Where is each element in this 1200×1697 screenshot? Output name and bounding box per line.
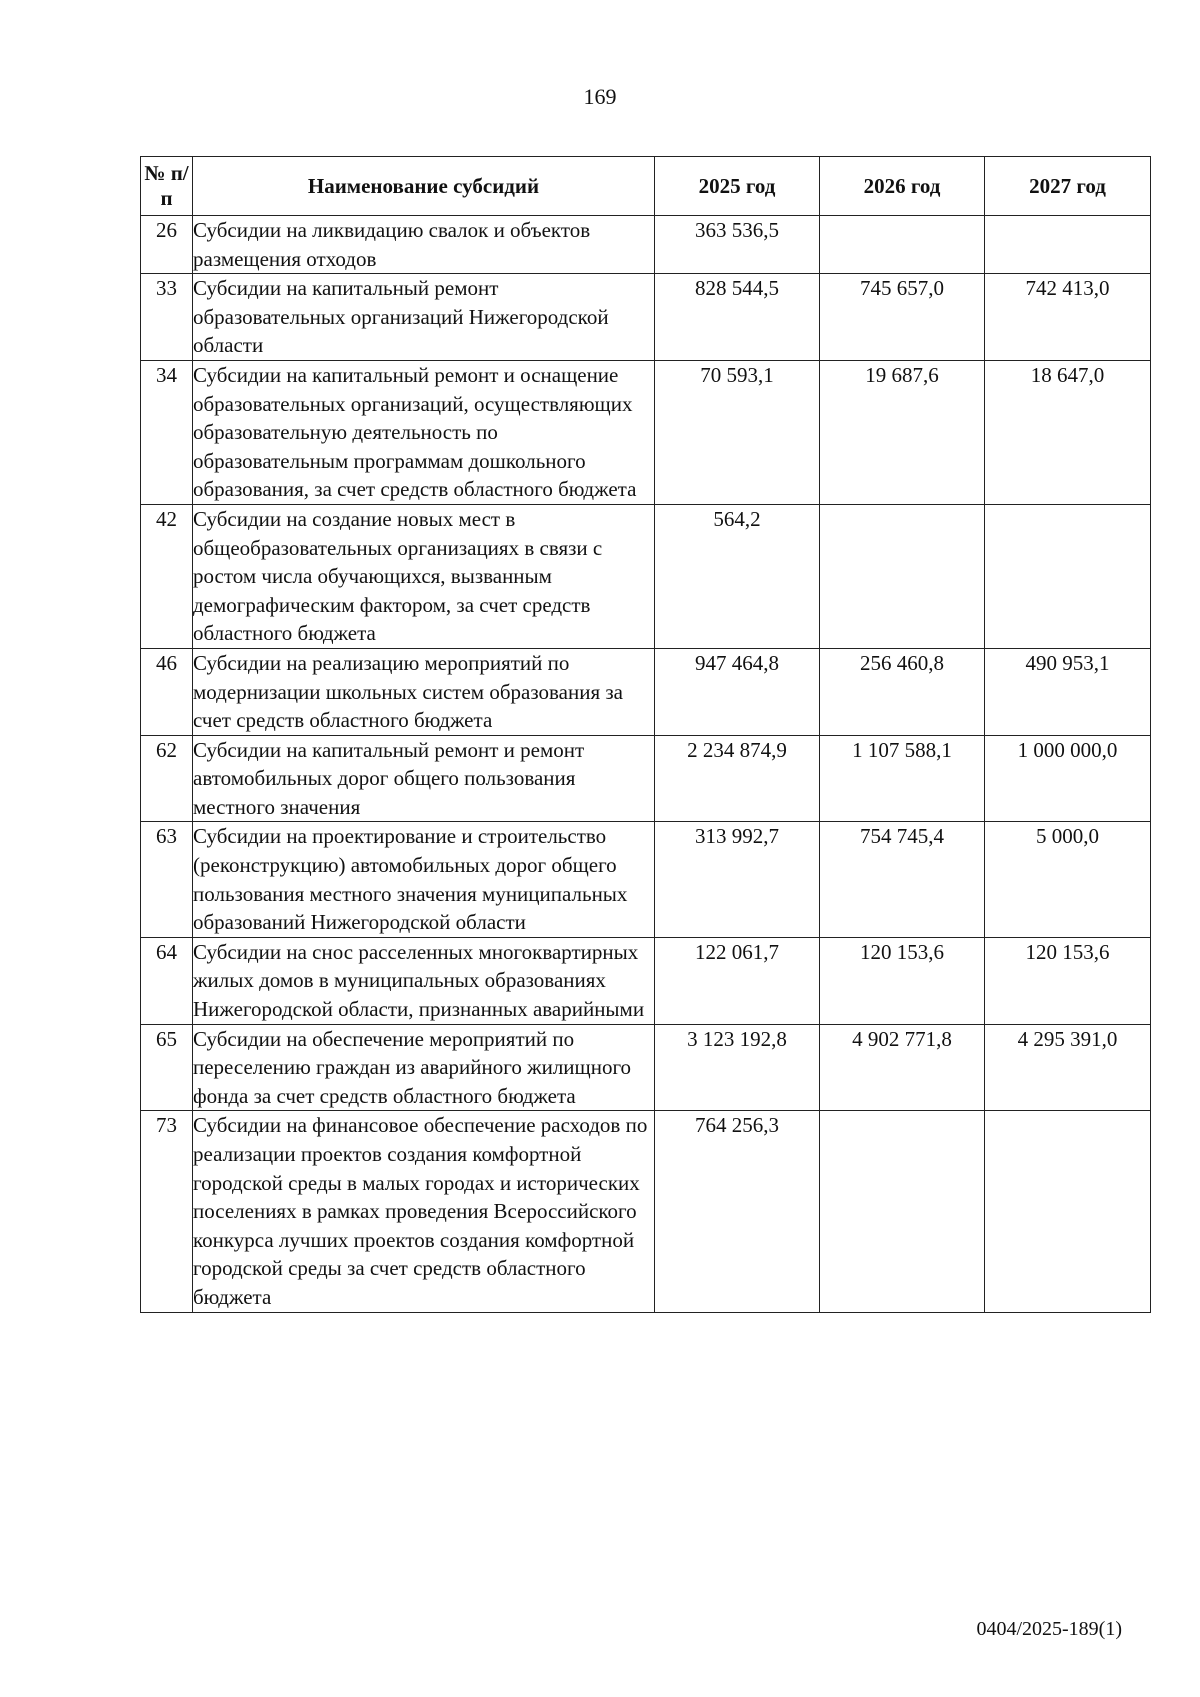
- document-code: 0404/2025-189(1): [976, 1618, 1122, 1640]
- table-row: [141, 648, 1151, 735]
- page-number: 169: [583, 84, 617, 109]
- header-num: № п/п: [141, 157, 193, 216]
- row-number-cell: 62: [141, 735, 193, 822]
- value-2027-cell: 4 295 391,0: [985, 1024, 1151, 1111]
- value-2026-cell: 1 107 588,1: [820, 735, 985, 822]
- header-name: Наименование субсидий: [193, 157, 655, 216]
- subsidy-name-cell: Субсидии на создание новых мест в общеобразовательных организациях в связи с ростом числа обучающихся, вызванным демографическим фактором, за счет средств областного бюджета: [193, 504, 655, 648]
- value-2025-cell: 363 536,5: [655, 216, 820, 274]
- value-2026-cell: 754 745,4: [820, 822, 985, 937]
- subsidy-name-cell: Субсидии на капитальный ремонт и ремонт автомобильных дорог общего пользования местного значения: [193, 735, 655, 822]
- subsidy-name-cell: Субсидии на обеспечение мероприятий по переселению граждан из аварийного жилищного фонда за счет средств областного бюджета: [193, 1024, 655, 1111]
- value-2026-cell: 19 687,6: [820, 360, 985, 504]
- row-number-cell: 34: [141, 360, 193, 504]
- subsidy-name-cell: Субсидии на снос расселенных многоквартирных жилых домов в муниципальных образованиях Нижегородской области, признанных аварийными: [193, 937, 655, 1024]
- row-number-cell: 33: [141, 274, 193, 361]
- subsidy-name-cell: Субсидии на проектирование и строительство (реконструкцию) автомобильных дорог общего пользования местного значения муниципальных образований Нижегородской области: [193, 822, 655, 937]
- value-2026-cell: 4 902 771,8: [820, 1024, 985, 1111]
- value-2025-cell: 313 992,7: [655, 822, 820, 937]
- value-2026-cell: [820, 1111, 985, 1312]
- row-number-cell: 65: [141, 1024, 193, 1111]
- value-2026-cell: 745 657,0: [820, 274, 985, 361]
- subsidy-name-cell: Субсидии на капитальный ремонт образовательных организаций Нижегородской области: [193, 274, 655, 361]
- table-header-row: [141, 157, 1151, 216]
- value-2027-cell: 742 413,0: [985, 274, 1151, 361]
- table-row: [141, 216, 1151, 274]
- table-row: [141, 735, 1151, 822]
- subsidies-table: [140, 156, 1151, 1313]
- value-2025-cell: 70 593,1: [655, 360, 820, 504]
- value-2027-cell: 490 953,1: [985, 648, 1151, 735]
- value-2026-cell: 120 153,6: [820, 937, 985, 1024]
- header-2026: 2026 год: [820, 157, 985, 216]
- value-2025-cell: 828 544,5: [655, 274, 820, 361]
- table-row: [141, 1111, 1151, 1312]
- value-2027-cell: 1 000 000,0: [985, 735, 1151, 822]
- subsidy-name-cell: Субсидии на ликвидацию свалок и объектов размещения отходов: [193, 216, 655, 274]
- value-2025-cell: 122 061,7: [655, 937, 820, 1024]
- value-2027-cell: 120 153,6: [985, 937, 1151, 1024]
- value-2027-cell: [985, 1111, 1151, 1312]
- table-row: [141, 1024, 1151, 1111]
- row-number-cell: 26: [141, 216, 193, 274]
- value-2025-cell: 2 234 874,9: [655, 735, 820, 822]
- value-2026-cell: 256 460,8: [820, 648, 985, 735]
- value-2025-cell: 764 256,3: [655, 1111, 820, 1312]
- row-number-cell: 42: [141, 504, 193, 648]
- row-number-cell: 64: [141, 937, 193, 1024]
- value-2027-cell: [985, 504, 1151, 648]
- value-2025-cell: 564,2: [655, 504, 820, 648]
- table-row: [141, 822, 1151, 937]
- row-number-cell: 46: [141, 648, 193, 735]
- header-2027: 2027 год: [985, 157, 1151, 216]
- row-number-cell: 63: [141, 822, 193, 937]
- value-2027-cell: 18 647,0: [985, 360, 1151, 504]
- row-number-cell: 73: [141, 1111, 193, 1312]
- subsidy-name-cell: Субсидии на финансовое обеспечение расходов по реализации проектов создания комфортной городской среды в малых городах и исторических поселениях в рамках проведения Всероссийского конкурса лучших проектов создания комфортной городской среды за счет средств областного бюджета: [193, 1111, 655, 1312]
- subsidy-name-cell: Субсидии на капитальный ремонт и оснащение образовательных организаций, осуществляющих образовательную деятельность по образовательным программам дошкольного образования, за счет средств областного бюджета: [193, 360, 655, 504]
- value-2026-cell: [820, 504, 985, 648]
- table-row: [141, 360, 1151, 504]
- header-2025: 2025 год: [655, 157, 820, 216]
- table-row: [141, 504, 1151, 648]
- value-2025-cell: 947 464,8: [655, 648, 820, 735]
- value-2027-cell: [985, 216, 1151, 274]
- value-2025-cell: 3 123 192,8: [655, 1024, 820, 1111]
- value-2026-cell: [820, 216, 985, 274]
- value-2027-cell: 5 000,0: [985, 822, 1151, 937]
- table-row: [141, 274, 1151, 361]
- table-row: [141, 937, 1151, 1024]
- subsidy-name-cell: Субсидии на реализацию мероприятий по модернизации школьных систем образования за счет средств областного бюджета: [193, 648, 655, 735]
